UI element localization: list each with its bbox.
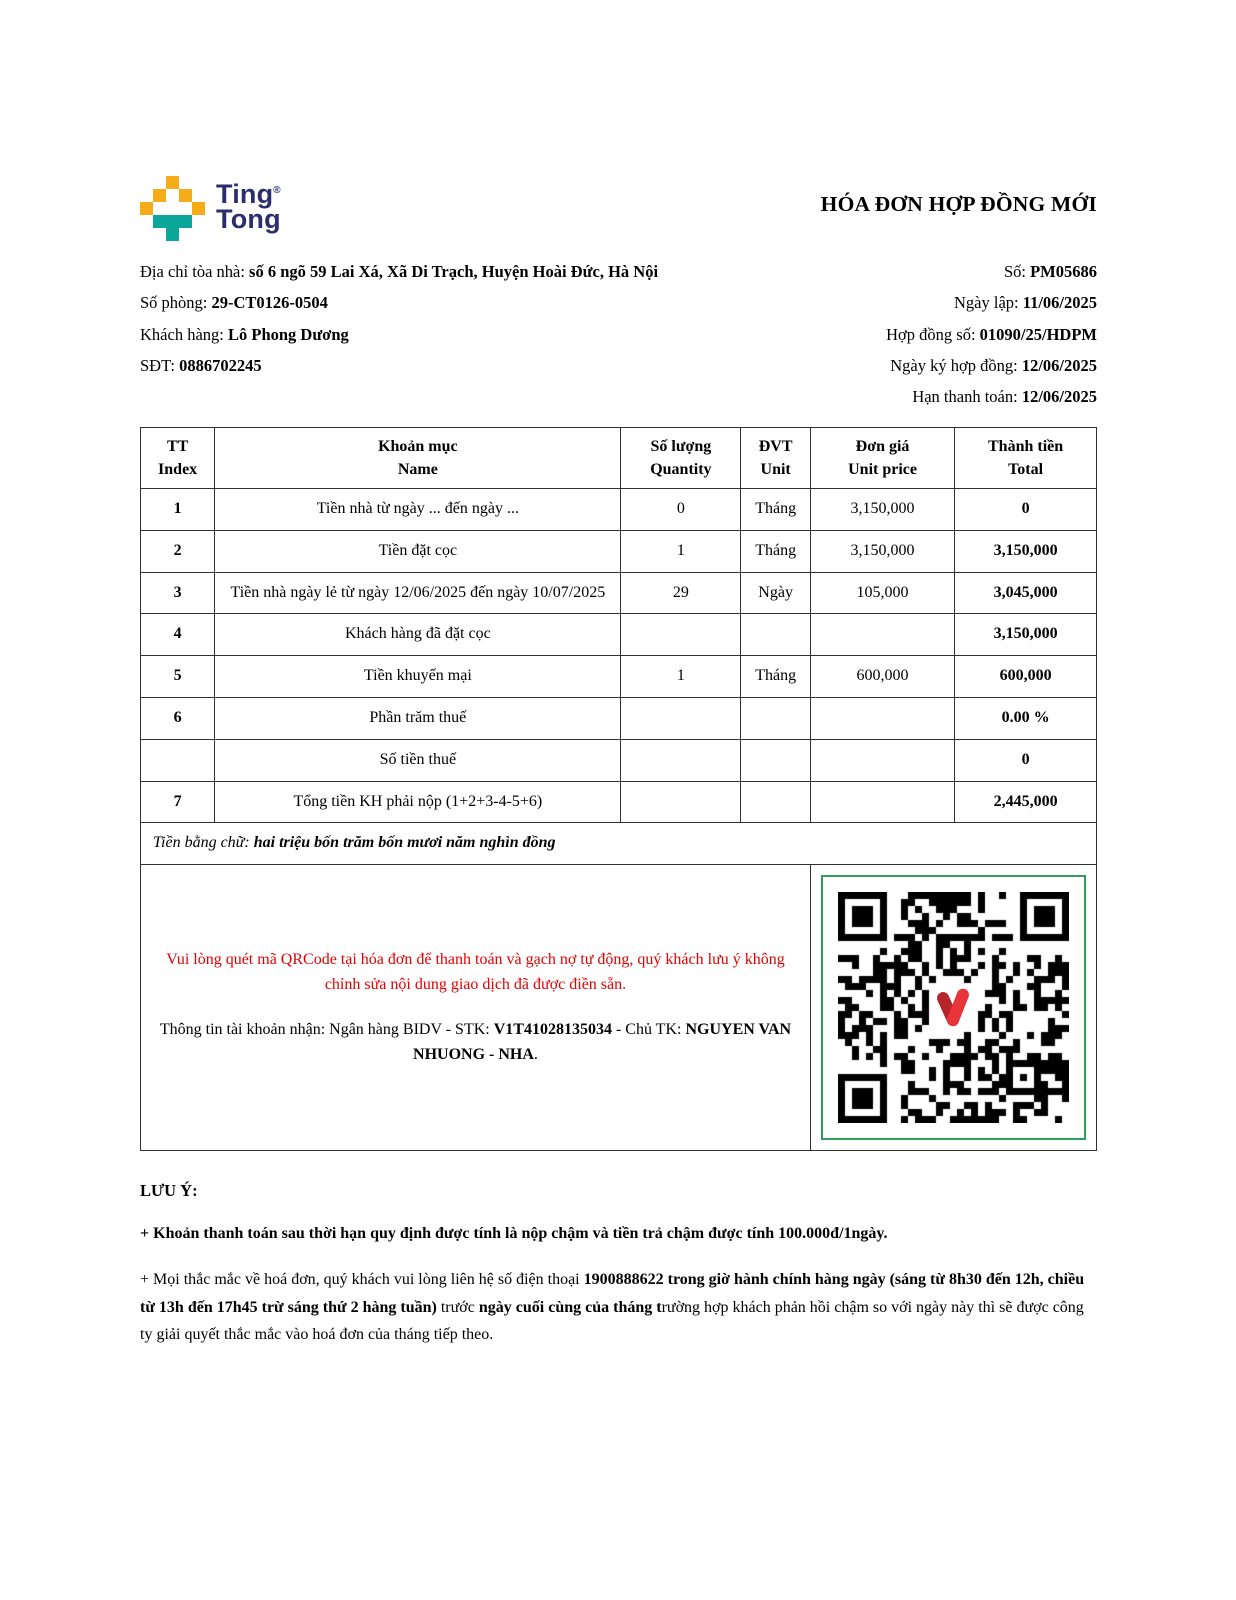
cell-total: 0.00 % bbox=[955, 698, 1097, 740]
table-row bbox=[141, 698, 1097, 740]
document-title: HÓA ĐƠN HỢP ĐỒNG MỚI bbox=[820, 192, 1097, 216]
header-index: TT Index bbox=[141, 427, 215, 488]
wordmark-line2: Tong bbox=[216, 204, 281, 235]
cell-quantity bbox=[621, 781, 741, 823]
cell-unit bbox=[741, 781, 811, 823]
logo-pixel bbox=[140, 202, 153, 215]
cell-unit bbox=[741, 739, 811, 781]
qr-scan-warning: Vui lòng quét mã QRCode tại hóa đơn để thanh toán và gạch nợ tự động, quý khách lưu ý không chỉnh sửa nội dung giao dịch đã được điền sẵn. bbox=[166, 951, 785, 993]
cell-unit-price bbox=[810, 614, 954, 656]
header-unit-price: Đơn giá Unit price bbox=[810, 427, 954, 488]
cell-unit: Tháng bbox=[741, 656, 811, 698]
cell-quantity: 1 bbox=[621, 656, 741, 698]
header-total: Thành tiền Total bbox=[955, 427, 1097, 488]
header-quantity: Số lượng Quantity bbox=[621, 427, 741, 488]
cell-total: 0 bbox=[955, 489, 1097, 531]
cell-name: Tiền nhà từ ngày ... đến ngày ... bbox=[215, 489, 621, 531]
cell-total: 2,445,000 bbox=[955, 781, 1097, 823]
room-number-line: Số phòng: 29-CT0126-0504 bbox=[140, 293, 328, 313]
table-row bbox=[141, 739, 1097, 781]
registered-mark: ® bbox=[273, 185, 281, 196]
cell-index: 6 bbox=[141, 698, 215, 740]
cell-name: Tổng tiền KH phải nộp (1+2+3-4-5+6) bbox=[215, 781, 621, 823]
bank-account-info: Thông tin tài khoản nhận: Ngân hàng BIDV - STK: V1T41028135034 - Chủ TK: NGUYEN VAN NHUONG - NHA. bbox=[159, 1020, 792, 1063]
logo-pixel bbox=[179, 189, 192, 202]
cell-name: Khách hàng đã đặt cọc bbox=[215, 614, 621, 656]
cell-total: 600,000 bbox=[955, 656, 1097, 698]
cell-quantity: 1 bbox=[621, 530, 741, 572]
cell-quantity bbox=[621, 698, 741, 740]
invoice-info bbox=[140, 256, 1097, 413]
late-payment-note: + Khoản thanh toán sau thời hạn quy định được tính là nộp chậm và tiền trả chậm được tính 100.000đ/1ngày. bbox=[140, 1225, 888, 1243]
tingtong-wordmark bbox=[216, 179, 281, 235]
header-name: Khoản mục Name bbox=[215, 427, 621, 488]
amount-in-words-row bbox=[141, 823, 1097, 865]
vietqr-v-icon bbox=[931, 986, 975, 1030]
building-address-line: Địa chỉ tòa nhà: số 6 ngõ 59 Lai Xá, Xã Di Trạch, Huyện Hoài Đức, Hà Nội bbox=[140, 262, 659, 281]
notes-heading: LƯU Ý: bbox=[140, 1181, 198, 1201]
cell-total: 0 bbox=[955, 739, 1097, 781]
table-row bbox=[141, 489, 1097, 531]
cell-unit-price: 3,150,000 bbox=[810, 489, 954, 531]
cell-name: Tiền đặt cọc bbox=[215, 530, 621, 572]
cell-name: Số tiền thuế bbox=[215, 739, 621, 781]
invoice-meta bbox=[680, 256, 1097, 413]
cell-unit: Tháng bbox=[741, 489, 811, 531]
amount-in-words: Tiền bằng chữ: hai triệu bốn trăm bốn mươi năm nghìn đồng bbox=[141, 823, 1097, 865]
cell-name: Tiền khuyến mại bbox=[215, 656, 621, 698]
cell-index: 3 bbox=[141, 572, 215, 614]
logo-pixel bbox=[192, 202, 205, 215]
logo-pixel bbox=[166, 176, 179, 189]
due-date-line: Hạn thanh toán: 12/06/2025 bbox=[912, 387, 1097, 407]
customer-info bbox=[140, 256, 680, 413]
cell-index bbox=[141, 739, 215, 781]
cell-total: 3,045,000 bbox=[955, 572, 1097, 614]
logo-pixel bbox=[153, 189, 166, 202]
cell-index: 4 bbox=[141, 614, 215, 656]
customer-name-line: Khách hàng: Lô Phong Dương bbox=[140, 324, 349, 344]
cell-quantity: 0 bbox=[621, 489, 741, 531]
qr-code-cell bbox=[810, 865, 1096, 1151]
table-row bbox=[141, 781, 1097, 823]
contract-number-line: Hợp đồng số: 01090/25/HDPM bbox=[886, 324, 1097, 344]
notes-section bbox=[140, 1181, 1097, 1348]
cell-quantity bbox=[621, 614, 741, 656]
cell-unit bbox=[741, 698, 811, 740]
cell-unit: Tháng bbox=[741, 530, 811, 572]
invoice-table-body bbox=[141, 489, 1097, 823]
table-row bbox=[141, 614, 1097, 656]
tingtong-logo-icon bbox=[140, 176, 205, 241]
payment-instructions bbox=[141, 865, 811, 1151]
invoice-table bbox=[140, 427, 1097, 1152]
issue-date-line: Ngày lập: 11/06/2025 bbox=[954, 293, 1097, 313]
cell-unit bbox=[741, 614, 811, 656]
contract-sign-date-line: Ngày ký hợp đồng: 12/06/2025 bbox=[890, 356, 1097, 376]
cell-unit-price: 600,000 bbox=[810, 656, 954, 698]
cell-unit: Ngày bbox=[741, 572, 811, 614]
cell-unit-price bbox=[810, 698, 954, 740]
cell-unit-price bbox=[810, 781, 954, 823]
invoice-number-line: Số: PM05686 bbox=[1003, 262, 1097, 281]
logo-pixel bbox=[166, 228, 179, 241]
table-header-row bbox=[141, 427, 1097, 488]
cell-index: 7 bbox=[141, 781, 215, 823]
cell-total: 3,150,000 bbox=[955, 614, 1097, 656]
cell-index: 1 bbox=[141, 489, 215, 531]
cell-unit-price: 105,000 bbox=[810, 572, 954, 614]
cell-name: Tiền nhà ngày lẻ từ ngày 12/06/2025 đến ngày 10/07/2025 bbox=[215, 572, 621, 614]
payment-row bbox=[141, 865, 1097, 1151]
page-header bbox=[140, 176, 1097, 241]
qr-frame bbox=[821, 875, 1086, 1140]
cell-unit-price bbox=[810, 739, 954, 781]
table-row bbox=[141, 572, 1097, 614]
cell-unit-price: 3,150,000 bbox=[810, 530, 954, 572]
tingtong-logo bbox=[140, 176, 281, 241]
logo-pixel bbox=[153, 215, 192, 228]
cell-quantity bbox=[621, 739, 741, 781]
table-row bbox=[141, 530, 1097, 572]
wordmark-line1: Ting bbox=[216, 179, 274, 209]
phone-line: SĐT: 0886702245 bbox=[140, 356, 262, 376]
support-note: + Mọi thắc mắc về hoá đơn, quý khách vui lòng liên hệ số điện thoại 1900888622 trong giờ hành chính hàng ngày (sáng từ 8h30 đến 12h, chiều từ 13h đến 17h45 trừ sáng thứ 2 hàng tuần) trước ngày cuối cùng của tháng trường hợp khách phản hồi chậm so với ngày này thì sẽ được công ty giải quyết thắc mắc vào hoá đơn của tháng tiếp theo. bbox=[140, 1271, 1085, 1343]
table-row bbox=[141, 656, 1097, 698]
cell-quantity: 29 bbox=[621, 572, 741, 614]
cell-index: 2 bbox=[141, 530, 215, 572]
cell-index: 5 bbox=[141, 656, 215, 698]
header-unit: ĐVT Unit bbox=[741, 427, 811, 488]
cell-name: Phần trăm thuế bbox=[215, 698, 621, 740]
cell-total: 3,150,000 bbox=[955, 530, 1097, 572]
